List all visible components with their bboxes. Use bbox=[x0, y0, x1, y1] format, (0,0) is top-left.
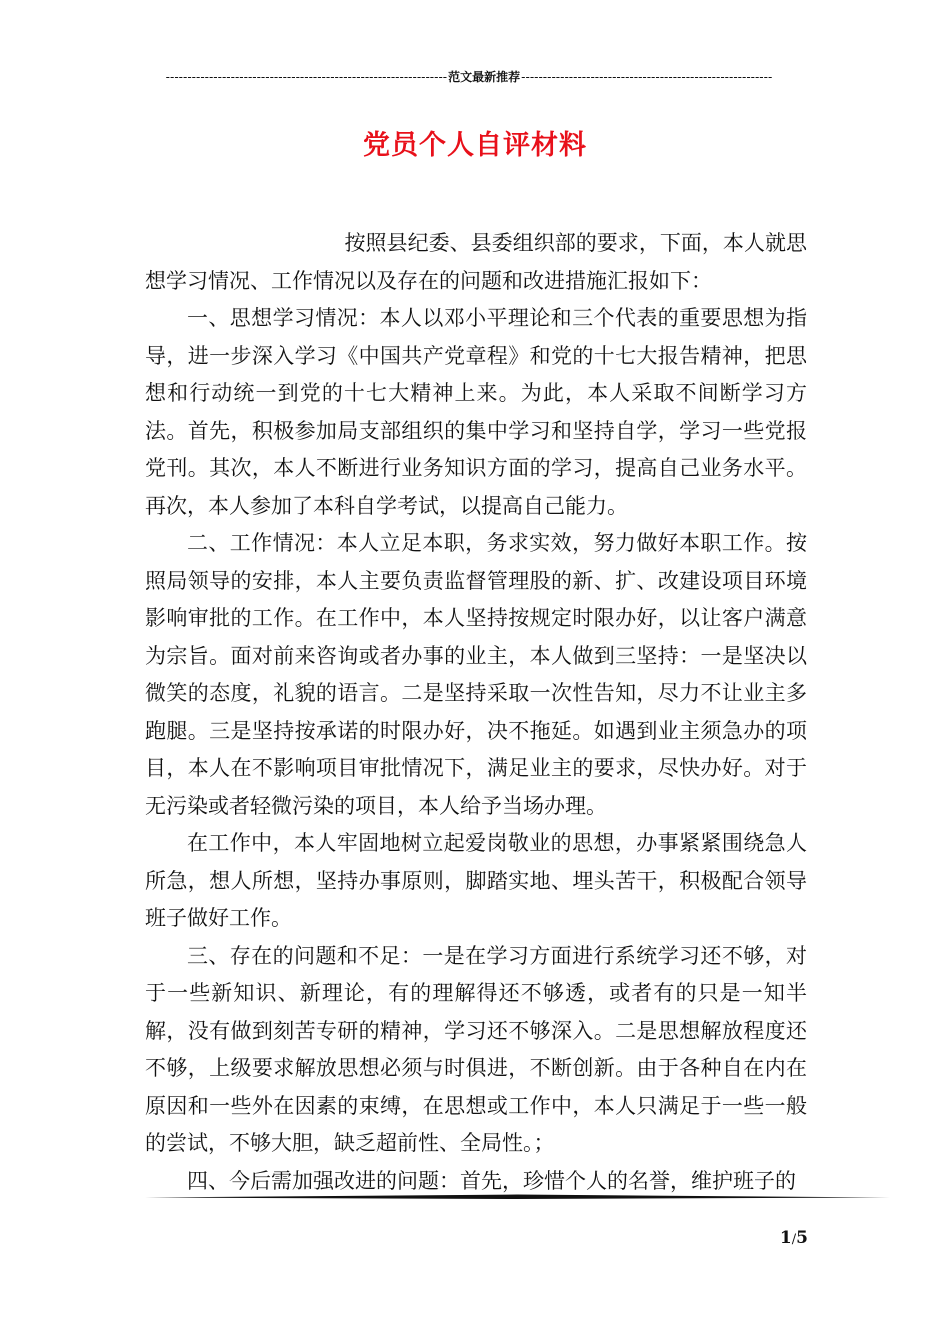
page-number bbox=[760, 1226, 808, 1252]
paragraph-work: 二、工作情况：本人立足本职，务求实效，努力做好本职工作。按照局领导的安排，本人主要负责监督管理股的新、扩、改建设项目环境影响审批的工作。在工作中，本人坚持按规定时限办好，以让客户满意为宗旨。面对前来咨询或者办事的业主，本人做到三坚持：一是坚决以微笑的态度，礼貌的语言。二是坚持采取一次性告知，尽力不让业主多跑腿。三是坚持按承诺的时限办好，决不拖延。如遇到业主须急办的项目，本人在不影响项目审批情况下，满足业主的要求，尽快办好。对于无污染或者轻微污染的项目，本人给予当场办理。 bbox=[145, 531, 807, 818]
paragraph-improvements: 四、今后需加强改进的问题：首先，珍惜个人的名誉，维护班子的 bbox=[187, 1168, 796, 1193]
paragraph-problems: 三、存在的问题和不足：一是在学习方面进行系统学习还不够，对于一些新知识、新理论，有的理解得还不够透，或者有的只是一知半解，没有做到刻苦专研的精神，学习还不够深入。二是思想解放程度还不够，上级要求解放思想必须与时俱进，不断创新。由于各种自在内在原因和一些外在因素的束缚，在思想或工作中，本人只满足于一些一般的尝试，不够大胆，缺乏超前性、全局性。； bbox=[145, 943, 807, 1155]
header-label: 范文最新推荐 bbox=[448, 70, 521, 84]
page-total: 5 bbox=[796, 1228, 808, 1248]
paragraph-study: 一、思想学习情况：本人以邓小平理论和三个代表的重要思想为指导，进一步深入学习《中国共产党章程》和党的十七大报告精神，把思想和行动统一到党的十七大精神上来。为此，本人采取不间断学习方法。首先，积极参加局支部组织的集中学习和坚持自学，学习一些党报党刊。其次，本人不断进行业务知识方面的学习，提高自己业务水平。再次，本人参加了本科自学考试，以提高自己能力。 bbox=[145, 306, 807, 518]
header-right-dashes: ---------------------------------------------------------- bbox=[521, 70, 773, 84]
paragraph-opening: 按照县纪委、县委组织部的要求，下面，本人就思想学习情况、工作情况以及存在的问题和改进措施汇报如下： bbox=[145, 231, 807, 293]
footer-rule bbox=[145, 1194, 890, 1199]
page-separator: / bbox=[791, 1232, 797, 1247]
document-title: 党员个人自评材料 bbox=[363, 130, 587, 161]
document-body bbox=[145, 225, 807, 1200]
paragraph-attitude: 在工作中，本人牢固地树立起爱岗敬业的思想，办事紧紧围绕急人所急，想人所想，坚持办事原则，脚踏实地、埋头苦干，积极配合领导班子做好工作。 bbox=[145, 831, 807, 930]
page-current: 1 bbox=[779, 1228, 792, 1248]
header-left-dashes: ----------------------------------------------------------------- bbox=[165, 70, 448, 84]
header-banner bbox=[145, 68, 793, 86]
